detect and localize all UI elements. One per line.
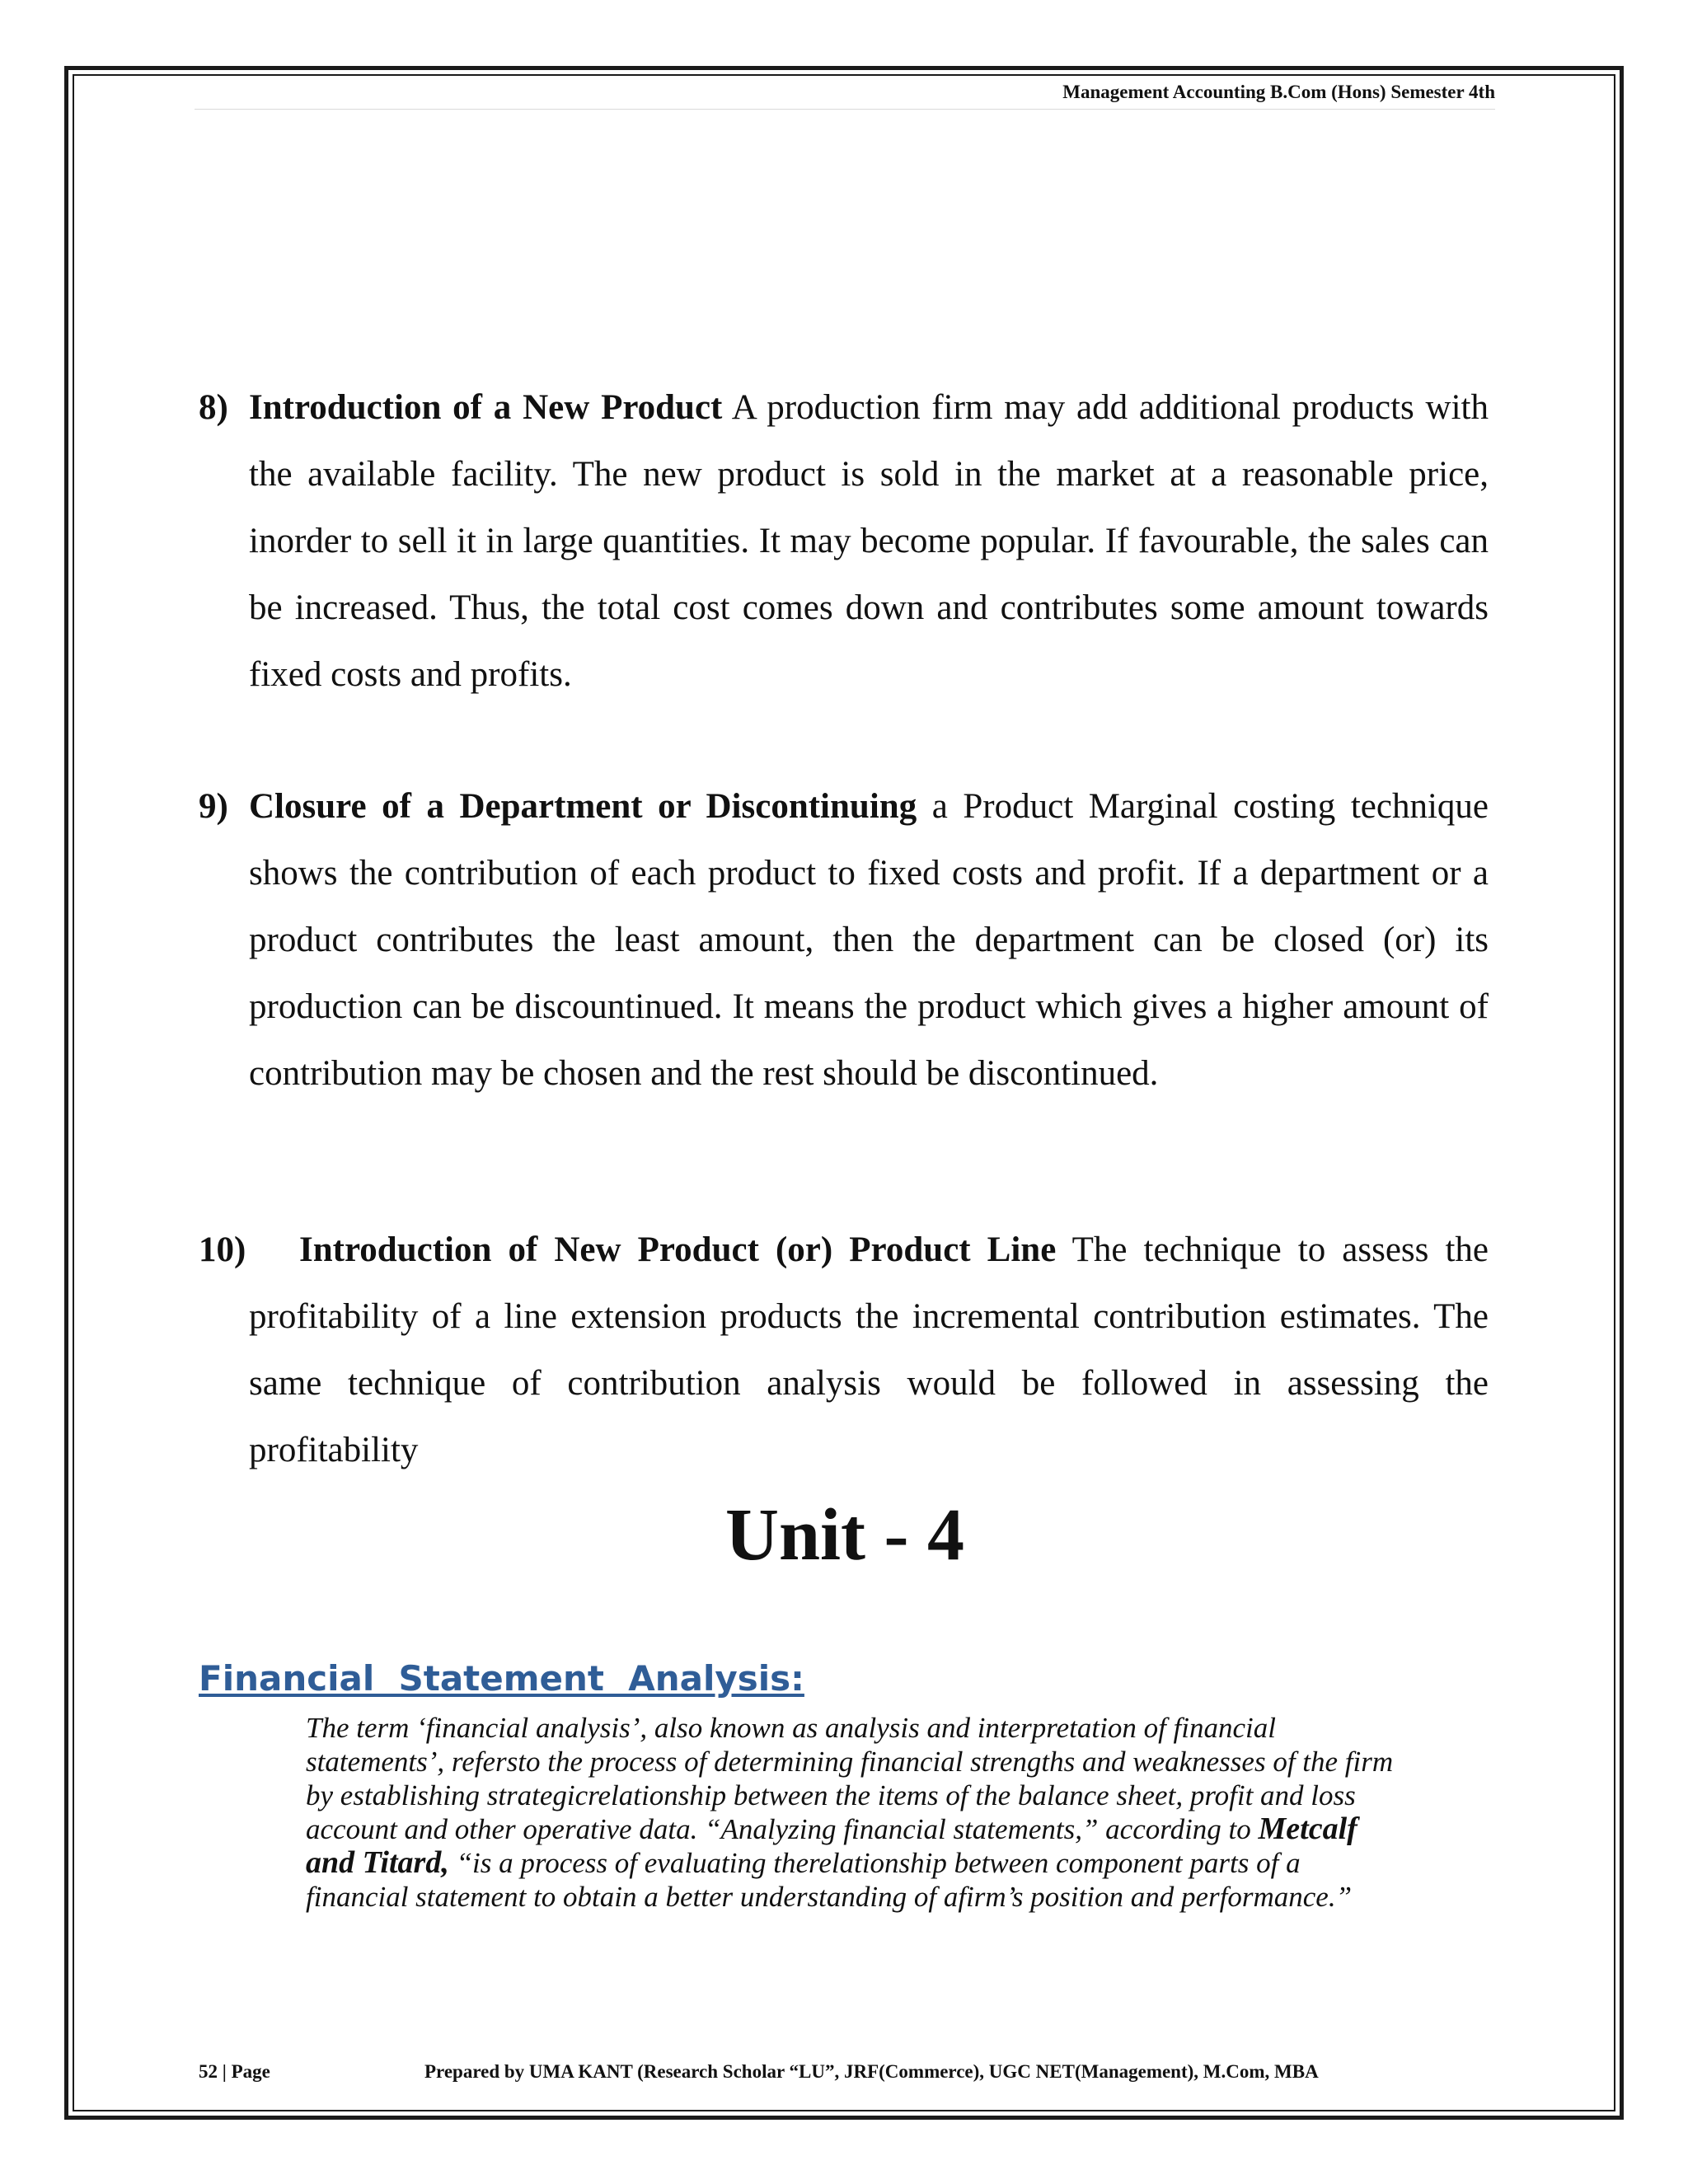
item-heading: Introduction of a New Product	[249, 388, 723, 427]
unit-title: Unit - 4	[725, 1494, 964, 1576]
quote-text-1: The term ‘financial analysis’, also known as analysis and interpretation of financial statements’, refersto the process of determining financial strengths and weaknesses of the firm by establishing strategicrelationship between the items of the balance sheet, profit and loss account and other operative data. “Analyzing financial statements,” according to	[306, 1712, 1394, 1845]
item-text: A production firm may add additional products with the available facility. The new product is sold in the market at a reasonable price, inorder to sell it in large quantities. It may become popular. If favourable, the sales can be increased. Thus, the total cost comes down and contributes some amount towards fixed costs and profits.	[249, 388, 1489, 694]
item-number: 9)	[199, 787, 228, 826]
running-header: Management Accounting B.Com (Hons) Semester 4th	[195, 81, 1495, 110]
item-body	[249, 773, 1489, 1107]
list-item-8	[199, 374, 1489, 708]
item-text: a Product Marginal costing technique shows the contribution of each product to fixed costs and profit. If a department or a product contributes the least amount, then the department can be closed (or) its production can be discountinued. It means the product which gives a higher amount of contribution may be chosen and the rest should be discontinued.	[249, 787, 1489, 1093]
quote-text-2: “is a process of evaluating therelationship between component parts of a financial statement to obtain a better understanding of afirm’s position and performance.”	[306, 1847, 1353, 1913]
item-heading: Introduction of New Product (or) Product Line	[299, 1230, 1057, 1269]
item-body	[249, 374, 1489, 708]
item-text: The technique to assess the profitability of a line extension products the incremental contribution estimates. The same technique of contribution analysis would be followed in assessing the profitability	[249, 1230, 1489, 1469]
item-number: 10)	[199, 1230, 246, 1269]
quote-authors: Metcalf and Titard,	[306, 1811, 1357, 1880]
list-item-9	[199, 773, 1489, 1107]
item-heading: Closure of a Department or Discontinuing	[249, 787, 917, 826]
item-body	[249, 1216, 1489, 1483]
page-number: 52 | Page	[199, 2061, 270, 2082]
footer-credit: Prepared by UMA KANT (Research Scholar “LU”, JRF(Commerce), UGC NET(Management), M.Com, MBA	[424, 2061, 1319, 2082]
list-item-10	[199, 1216, 1489, 1483]
item-number: 8)	[199, 388, 228, 427]
section-heading: Financial Statement Analysis:	[199, 1658, 804, 1699]
definition-quote	[306, 1711, 1394, 1914]
